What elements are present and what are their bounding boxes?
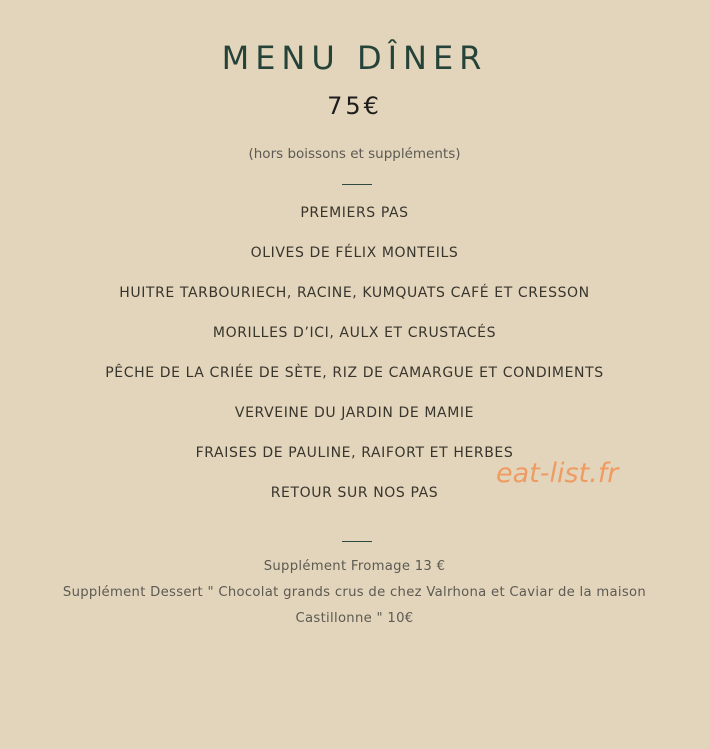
- course-item: HUITRE TARBOURIECH, RACINE, KUMQUATS CAFÉ ET CRESSON: [119, 285, 590, 301]
- course-item: OLIVES DE FÉLIX MONTEILS: [250, 245, 459, 261]
- watermark-text: eat-list.fr: [496, 458, 619, 489]
- course-item: PÊCHE DE LA CRIÉE DE SÈTE, RIZ DE CAMARGUE ET CONDIMENTS: [105, 365, 604, 381]
- menu-title: MENU DÎNER: [221, 39, 488, 77]
- supplement-line: Supplément Fromage 13 €: [263, 559, 446, 574]
- divider-top: [342, 184, 372, 185]
- divider-bottom: [342, 541, 372, 542]
- course-item: RETOUR SUR NOS PAS: [270, 485, 439, 501]
- menu-price-note: (hors boissons et suppléments): [248, 146, 461, 162]
- supplement-line: Castillonne " 10€: [295, 611, 414, 626]
- course-item: VERVEINE DU JARDIN DE MAMIE: [234, 405, 475, 421]
- supplements: [0, 554, 709, 632]
- supplement-line: Supplément Dessert " Chocolat grands crus de chez Valrhona et Caviar de la maison: [62, 585, 647, 600]
- course-item: MORILLES D’ICI, AULX ET CRUSTACÉS: [212, 325, 497, 341]
- course-item: FRAISES DE PAULINE, RAIFORT ET HERBES: [195, 445, 514, 461]
- menu-price: 75€: [327, 92, 382, 120]
- course-item: PREMIERS PAS: [300, 205, 409, 221]
